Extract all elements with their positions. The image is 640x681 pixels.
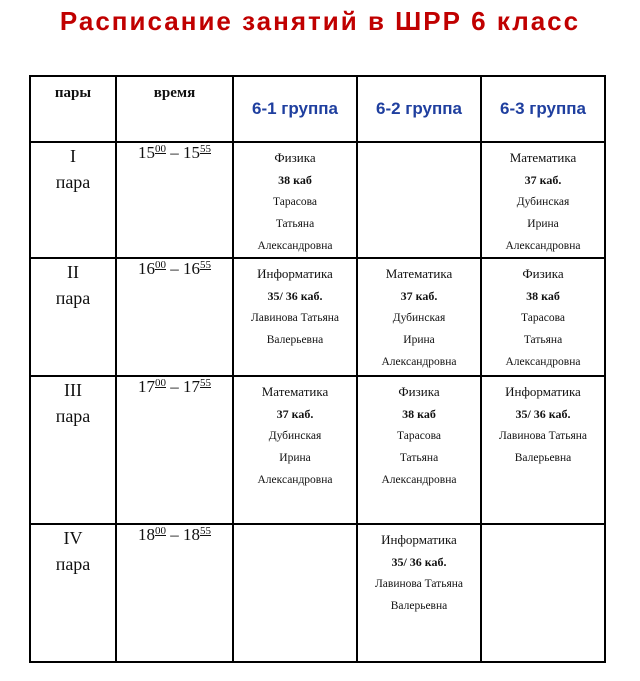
subject: Информатика xyxy=(505,384,581,399)
para-number: III xyxy=(64,380,82,400)
lesson-cell-group-3 xyxy=(481,142,605,258)
teacher-name-line: Татьяна xyxy=(275,218,315,230)
para-cell xyxy=(30,524,116,662)
header-row xyxy=(30,76,605,142)
subject: Математика xyxy=(261,384,329,399)
teacher-name-line: Александровна xyxy=(505,356,581,368)
room: 37 каб. xyxy=(524,173,562,187)
table-row xyxy=(30,376,605,524)
header-group-3: 6-3 группа xyxy=(481,76,605,142)
teacher-name-line: Александровна xyxy=(257,240,333,252)
teacher-name-line: Ирина xyxy=(403,334,435,346)
teacher-name-line: Дубинская xyxy=(268,430,322,442)
time-cell xyxy=(116,142,233,258)
teacher-name-line: Валерьевна xyxy=(266,334,324,346)
teacher-name-line: Татьяна xyxy=(399,452,439,464)
time-cell xyxy=(116,258,233,376)
room: 38 каб xyxy=(526,289,560,303)
room: 37 каб. xyxy=(400,289,438,303)
lesson-cell-group-1 xyxy=(233,258,357,376)
table-row xyxy=(30,258,605,376)
para-cell xyxy=(30,258,116,376)
start-minutes: 00 xyxy=(155,525,166,537)
subject: Математика xyxy=(509,150,577,165)
subject: Математика xyxy=(385,266,453,281)
start-minutes: 00 xyxy=(155,377,166,389)
end-minutes: 55 xyxy=(200,377,211,389)
room: 38 каб xyxy=(402,407,436,421)
subject: Информатика xyxy=(257,266,333,281)
lesson-cell-group-2 xyxy=(357,258,481,376)
lesson-cell-group-1 xyxy=(233,524,357,662)
subject: Физика xyxy=(274,150,316,165)
room: 35/ 36 каб. xyxy=(515,407,571,421)
teacher-name-line: Ирина xyxy=(279,452,311,464)
page-title: Расписание занятий в ШРР 6 класс xyxy=(59,6,581,36)
teacher-name-line: Лавинова Татьяна xyxy=(498,430,587,442)
teacher-name-line: Тарасова xyxy=(521,312,565,324)
room: 38 каб xyxy=(278,173,312,187)
teacher-name-line: Тарасова xyxy=(397,430,441,442)
lesson-cell-group-2 xyxy=(357,524,481,662)
end-hour: 15 xyxy=(183,143,200,162)
start-minutes: 00 xyxy=(155,143,166,155)
room: 35/ 36 каб. xyxy=(267,289,323,303)
lesson-cell-group-2 xyxy=(357,142,481,258)
lesson-cell-group-3 xyxy=(481,258,605,376)
para-cell xyxy=(30,376,116,524)
time-cell xyxy=(116,524,233,662)
start-hour: 18 xyxy=(138,525,155,544)
start-hour: 17 xyxy=(138,377,155,396)
para-word: пара xyxy=(55,554,91,574)
start-minutes: 00 xyxy=(155,259,166,271)
header-group-2: 6-2 группа xyxy=(357,76,481,142)
start-hour: 16 xyxy=(138,259,155,278)
time-separator: – xyxy=(170,377,179,396)
table-row xyxy=(30,142,605,258)
room: 37 каб. xyxy=(276,407,314,421)
teacher-name-line: Александровна xyxy=(257,474,333,486)
para-cell xyxy=(30,142,116,258)
teacher-name-line: Тарасова xyxy=(273,196,317,208)
teacher-name-line: Татьяна xyxy=(523,334,563,346)
subject: Физика xyxy=(398,384,440,399)
lesson-cell-group-3 xyxy=(481,524,605,662)
time-separator: – xyxy=(170,143,179,162)
lesson-cell-group-3 xyxy=(481,376,605,524)
table-row xyxy=(30,524,605,662)
subject: Физика xyxy=(522,266,564,281)
time-separator: – xyxy=(170,525,179,544)
teacher-name-line: Дубинская xyxy=(516,196,570,208)
teacher-name-line: Александровна xyxy=(381,356,457,368)
header-para: пары xyxy=(30,76,116,142)
room: 35/ 36 каб. xyxy=(391,555,447,569)
time-separator: – xyxy=(170,259,179,278)
end-minutes: 55 xyxy=(200,143,211,155)
schedule-table xyxy=(29,75,606,663)
teacher-name-line: Лавинова Татьяна xyxy=(250,312,339,324)
teacher-name-line: Александровна xyxy=(381,474,457,486)
teacher-name-line: Валерьевна xyxy=(514,452,572,464)
teacher-name-line: Валерьевна xyxy=(390,600,448,612)
start-hour: 15 xyxy=(138,143,155,162)
para-number: IV xyxy=(63,528,83,548)
end-minutes: 55 xyxy=(200,259,211,271)
end-hour: 18 xyxy=(183,525,200,544)
time-cell xyxy=(116,376,233,524)
end-minutes: 55 xyxy=(200,525,211,537)
header-time: время xyxy=(116,76,233,142)
para-number: I xyxy=(70,146,76,166)
teacher-name-line: Дубинская xyxy=(392,312,446,324)
end-hour: 17 xyxy=(183,377,200,396)
para-word: пара xyxy=(55,172,91,192)
teacher-name-line: Ирина xyxy=(527,218,559,230)
end-hour: 16 xyxy=(183,259,200,278)
para-word: пара xyxy=(55,406,91,426)
header-group-1: 6-1 группа xyxy=(233,76,357,142)
para-number: II xyxy=(67,262,79,282)
teacher-name-line: Александровна xyxy=(505,240,581,252)
subject: Информатика xyxy=(381,532,457,547)
lesson-cell-group-2 xyxy=(357,376,481,524)
para-word: пара xyxy=(55,288,91,308)
lesson-cell-group-1 xyxy=(233,376,357,524)
lesson-cell-group-1 xyxy=(233,142,357,258)
teacher-name-line: Лавинова Татьяна xyxy=(374,578,463,590)
